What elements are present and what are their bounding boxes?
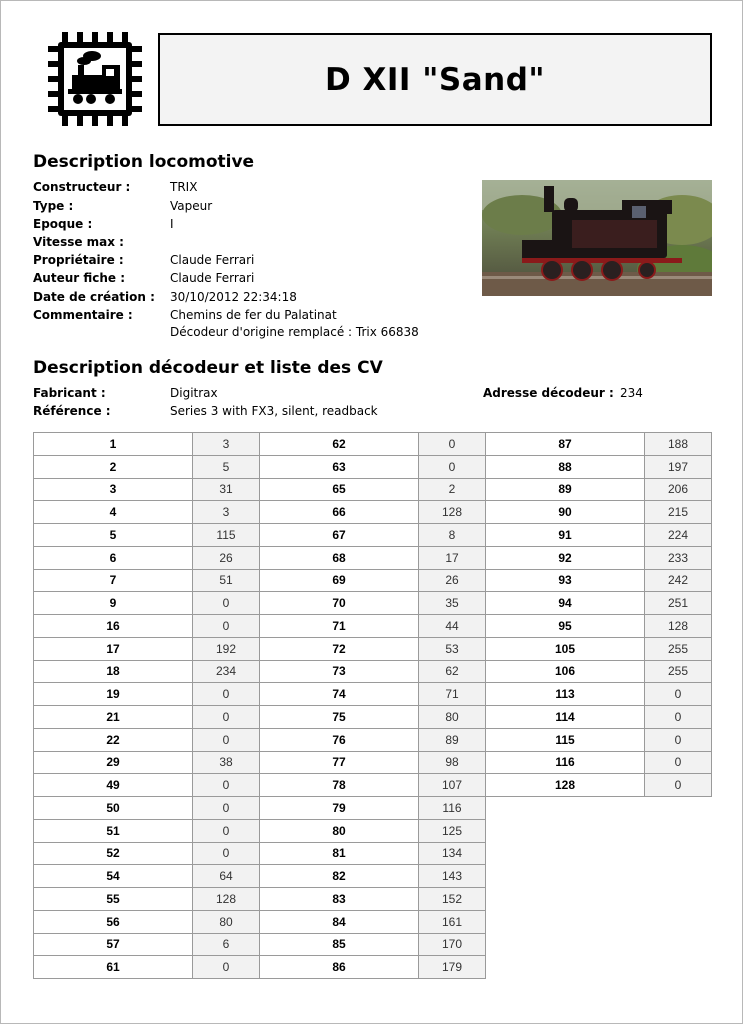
table-row [260, 797, 486, 820]
cv-value: 2 [419, 478, 486, 501]
cv-number: 73 [260, 660, 419, 683]
table-row [34, 956, 260, 979]
table-row [260, 615, 486, 638]
cv-value: 35 [419, 592, 486, 615]
cv-number: 5 [34, 524, 193, 547]
table-row [34, 478, 260, 501]
cv-number: 95 [486, 615, 645, 638]
date-label: Date de création : [33, 290, 155, 304]
cv-value: 0 [645, 751, 712, 774]
cv-number: 89 [486, 478, 645, 501]
cv-value: 0 [645, 774, 712, 797]
page-title: D XII "Sand" [324, 61, 546, 98]
table-row [260, 546, 486, 569]
cv-number: 50 [34, 797, 193, 820]
cv-number: 22 [34, 728, 193, 751]
cv-value: 152 [419, 888, 486, 911]
table-row [34, 888, 260, 911]
title-box [158, 33, 712, 126]
cv-number: 85 [260, 933, 419, 956]
commentaire-value: Chemins de fer du Palatinat [170, 308, 337, 322]
cv-number: 90 [486, 501, 645, 524]
cv-number: 93 [486, 569, 645, 592]
table-row [34, 933, 260, 956]
table-row [486, 683, 712, 706]
cv-number: 114 [486, 706, 645, 729]
cv-number: 79 [260, 797, 419, 820]
table-row [34, 569, 260, 592]
proprietaire-value: Claude Ferrari [170, 253, 255, 267]
cv-number: 3 [34, 478, 193, 501]
table-row [260, 933, 486, 956]
cv-number: 61 [34, 956, 193, 979]
table-row [260, 751, 486, 774]
chip-locomotive-logo-icon [48, 32, 142, 126]
table-row [486, 546, 712, 569]
cv-value: 170 [419, 933, 486, 956]
table-row [486, 728, 712, 751]
cv-value: 0 [193, 842, 260, 865]
cv-value: 31 [193, 478, 260, 501]
cv-number: 19 [34, 683, 193, 706]
cv-value: 161 [419, 910, 486, 933]
cv-value: 0 [193, 956, 260, 979]
cv-number: 69 [260, 569, 419, 592]
cv-number: 51 [34, 819, 193, 842]
cv-number: 1 [34, 433, 193, 456]
cv-number: 94 [486, 592, 645, 615]
cv-number: 76 [260, 728, 419, 751]
cv-table-column-1 [33, 432, 260, 979]
cv-number: 115 [486, 728, 645, 751]
locomotive-photo [482, 180, 712, 296]
cv-value: 233 [645, 546, 712, 569]
cv-number: 80 [260, 819, 419, 842]
table-row [34, 501, 260, 524]
cv-value: 80 [419, 706, 486, 729]
cv-value: 0 [419, 455, 486, 478]
table-row [260, 569, 486, 592]
cv-value: 71 [419, 683, 486, 706]
cv-value: 128 [419, 501, 486, 524]
table-row [34, 592, 260, 615]
cv-value: 89 [419, 728, 486, 751]
table-row [486, 433, 712, 456]
cv-number: 54 [34, 865, 193, 888]
table-row [486, 751, 712, 774]
cv-value: 215 [645, 501, 712, 524]
fabricant-value: Digitrax [170, 386, 218, 400]
cv-value: 234 [193, 660, 260, 683]
table-row [34, 615, 260, 638]
cv-value: 17 [419, 546, 486, 569]
cv-value: 179 [419, 956, 486, 979]
cv-value: 116 [419, 797, 486, 820]
vitesse-label: Vitesse max : [33, 235, 124, 249]
cv-value: 0 [193, 683, 260, 706]
cv-value: 128 [645, 615, 712, 638]
table-row [486, 660, 712, 683]
commentaire-line2: Décodeur d'origine remplacé : Trix 66838 [170, 325, 419, 339]
cv-number: 128 [486, 774, 645, 797]
cv-number: 66 [260, 501, 419, 524]
cv-value: 115 [193, 524, 260, 547]
table-row [486, 592, 712, 615]
cv-value: 0 [193, 819, 260, 842]
table-row [260, 660, 486, 683]
table-row [486, 501, 712, 524]
address-label: Adresse décodeur : [483, 386, 614, 400]
table-row [260, 524, 486, 547]
cv-number: 82 [260, 865, 419, 888]
table-row [34, 910, 260, 933]
table-row [260, 774, 486, 797]
table-row [260, 706, 486, 729]
cv-number: 63 [260, 455, 419, 478]
table-row [34, 683, 260, 706]
cv-value: 192 [193, 637, 260, 660]
cv-number: 62 [260, 433, 419, 456]
cv-number: 21 [34, 706, 193, 729]
cv-number: 9 [34, 592, 193, 615]
proprietaire-label: Propriétaire : [33, 253, 124, 267]
type-label: Type : [33, 199, 74, 213]
cv-value: 62 [419, 660, 486, 683]
cv-number: 87 [486, 433, 645, 456]
cv-number: 67 [260, 524, 419, 547]
date-value: 30/10/2012 22:34:18 [170, 290, 297, 304]
table-row [260, 592, 486, 615]
table-row [260, 478, 486, 501]
cv-number: 74 [260, 683, 419, 706]
cv-number: 88 [486, 455, 645, 478]
cv-number: 16 [34, 615, 193, 638]
table-row [260, 842, 486, 865]
cv-value: 0 [193, 592, 260, 615]
cv-value: 0 [645, 728, 712, 751]
table-row [260, 910, 486, 933]
cv-value: 128 [193, 888, 260, 911]
auteur-value: Claude Ferrari [170, 271, 255, 285]
cv-number: 105 [486, 637, 645, 660]
cv-number: 4 [34, 501, 193, 524]
cv-value: 6 [193, 933, 260, 956]
cv-table-column-2 [259, 432, 486, 979]
cv-value: 3 [193, 501, 260, 524]
epoque-value: I [170, 217, 174, 231]
cv-table-column-3 [485, 432, 712, 797]
cv-number: 2 [34, 455, 193, 478]
cv-value: 8 [419, 524, 486, 547]
cv-number: 65 [260, 478, 419, 501]
table-row [260, 683, 486, 706]
cv-value: 0 [645, 683, 712, 706]
cv-value: 125 [419, 819, 486, 842]
cv-value: 0 [419, 433, 486, 456]
table-row [486, 455, 712, 478]
table-row [34, 865, 260, 888]
cv-value: 44 [419, 615, 486, 638]
cv-value: 51 [193, 569, 260, 592]
cv-value: 107 [419, 774, 486, 797]
cv-number: 57 [34, 933, 193, 956]
table-row [34, 637, 260, 660]
table-row [34, 433, 260, 456]
commentaire-label: Commentaire : [33, 308, 133, 322]
table-row [260, 819, 486, 842]
fabricant-label: Fabricant : [33, 386, 106, 400]
cv-value: 188 [645, 433, 712, 456]
table-row [486, 569, 712, 592]
cv-value: 0 [193, 615, 260, 638]
cv-number: 78 [260, 774, 419, 797]
cv-value: 80 [193, 910, 260, 933]
cv-number: 71 [260, 615, 419, 638]
cv-value: 26 [419, 569, 486, 592]
cv-number: 29 [34, 751, 193, 774]
table-row [260, 637, 486, 660]
cv-number: 70 [260, 592, 419, 615]
cv-value: 3 [193, 433, 260, 456]
cv-number: 113 [486, 683, 645, 706]
cv-number: 72 [260, 637, 419, 660]
table-row [34, 660, 260, 683]
cv-number: 6 [34, 546, 193, 569]
cv-number: 92 [486, 546, 645, 569]
cv-value: 0 [193, 706, 260, 729]
epoque-label: Epoque : [33, 217, 93, 231]
cv-number: 75 [260, 706, 419, 729]
cv-number: 68 [260, 546, 419, 569]
cv-number: 17 [34, 637, 193, 660]
table-row [260, 728, 486, 751]
cv-number: 86 [260, 956, 419, 979]
table-row [34, 797, 260, 820]
table-row [486, 774, 712, 797]
table-row [34, 455, 260, 478]
cv-number: 49 [34, 774, 193, 797]
table-row [34, 524, 260, 547]
cv-value: 0 [645, 706, 712, 729]
table-row [34, 751, 260, 774]
table-row [260, 865, 486, 888]
cv-number: 77 [260, 751, 419, 774]
cv-value: 0 [193, 728, 260, 751]
type-value: Vapeur [170, 199, 213, 213]
reference-value: Series 3 with FX3, silent, readback [170, 404, 378, 418]
table-row [260, 956, 486, 979]
cv-number: 84 [260, 910, 419, 933]
table-row [34, 774, 260, 797]
cv-number: 106 [486, 660, 645, 683]
reference-label: Référence : [33, 404, 111, 418]
table-row [260, 501, 486, 524]
cv-number: 91 [486, 524, 645, 547]
cv-value: 134 [419, 842, 486, 865]
cv-number: 83 [260, 888, 419, 911]
cv-value: 53 [419, 637, 486, 660]
constructeur-value: TRIX [170, 180, 198, 194]
table-row [486, 524, 712, 547]
cv-number: 18 [34, 660, 193, 683]
table-row [260, 455, 486, 478]
table-row [486, 615, 712, 638]
cv-value: 26 [193, 546, 260, 569]
table-row [34, 546, 260, 569]
table-row [260, 888, 486, 911]
cv-value: 38 [193, 751, 260, 774]
constructeur-label: Constructeur : [33, 180, 131, 194]
cv-value: 143 [419, 865, 486, 888]
table-row [34, 842, 260, 865]
table-row [486, 706, 712, 729]
cv-value: 255 [645, 637, 712, 660]
cv-value: 98 [419, 751, 486, 774]
cv-number: 7 [34, 569, 193, 592]
cv-value: 224 [645, 524, 712, 547]
cv-value: 251 [645, 592, 712, 615]
cv-number: 116 [486, 751, 645, 774]
cv-value: 255 [645, 660, 712, 683]
table-row [34, 819, 260, 842]
cv-value: 5 [193, 455, 260, 478]
cv-value: 206 [645, 478, 712, 501]
loco-heading: Description locomotive [33, 152, 255, 172]
cv-value: 0 [193, 797, 260, 820]
cv-value: 197 [645, 455, 712, 478]
auteur-label: Auteur fiche : [33, 271, 126, 285]
cv-value: 242 [645, 569, 712, 592]
table-row [34, 706, 260, 729]
cv-number: 52 [34, 842, 193, 865]
cv-number: 56 [34, 910, 193, 933]
table-row [486, 478, 712, 501]
address-value: 234 [620, 386, 643, 400]
table-row [260, 433, 486, 456]
cv-value: 64 [193, 865, 260, 888]
cv-number: 55 [34, 888, 193, 911]
table-row [486, 637, 712, 660]
cv-value: 0 [193, 774, 260, 797]
decoder-heading: Description décodeur et liste des CV [33, 358, 383, 378]
table-row [34, 728, 260, 751]
cv-number: 81 [260, 842, 419, 865]
